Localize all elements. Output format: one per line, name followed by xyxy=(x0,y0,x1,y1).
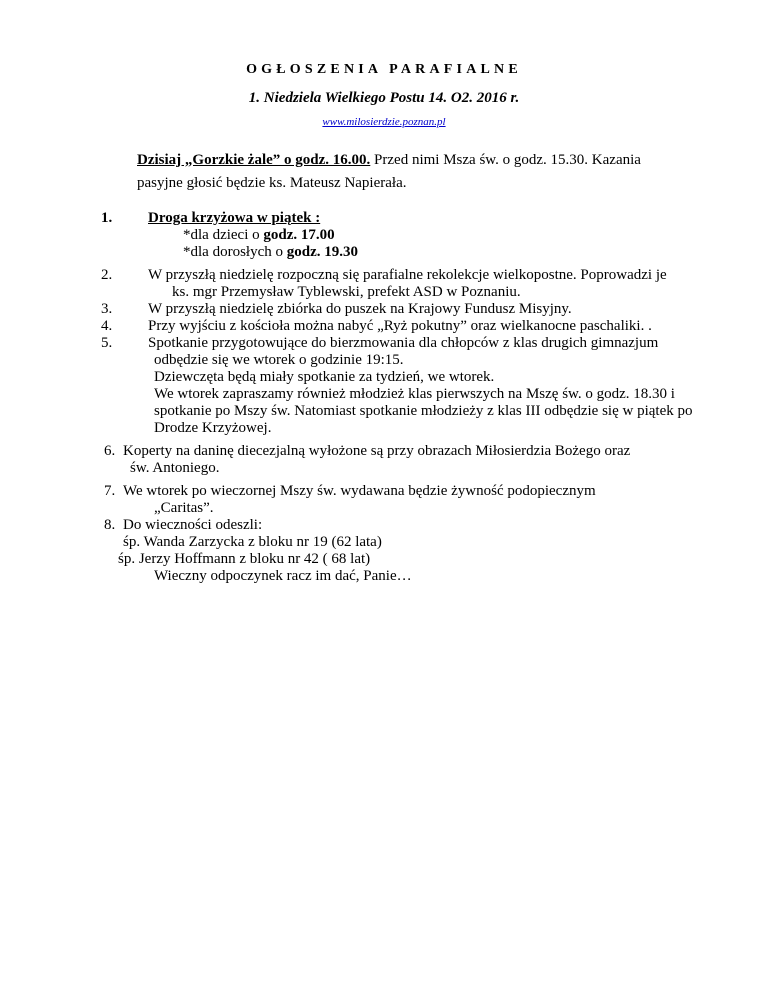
item-6-line-2: św. Antoniego. xyxy=(130,460,220,476)
item-1-kids: *dla dzieci o godz. 17.00 xyxy=(183,227,335,243)
item-3-line-1: W przyszłą niedzielę zbiórka do puszek na Krajowy Fundusz Misyjny. xyxy=(148,301,572,317)
item-5-number: 5. xyxy=(101,335,113,351)
item-8-line-1: Do wieczności odeszli: xyxy=(123,517,263,533)
item-6-number: 6. xyxy=(104,443,116,459)
item-2-line-2: ks. mgr Przemysław Tyblewski, prefekt ASD w Poznaniu. xyxy=(172,284,521,300)
prayer-line: Wieczny odpoczynek racz im dać, Panie… xyxy=(154,568,412,584)
item-6-line-1: Koperty na daninę diecezjalną wyłożone są przy obrazach Miłosierdzia Bożego oraz xyxy=(123,443,631,459)
parish-website-link[interactable]: www.milosierdzie.poznan.pl xyxy=(322,116,446,128)
item-4-number: 4. xyxy=(101,318,113,334)
item-1-heading: Droga krzyżowa w piątek : xyxy=(148,210,321,226)
item-5-line-6: Drodze Krzyżowej. xyxy=(154,420,272,436)
item-5-line-5: spotkanie po Mszy św. Natomiast spotkanie młodzieży z klas III odbędzie się w piątek po xyxy=(154,403,693,419)
item-5-line-4: We wtorek zapraszamy również młodzież klas pierwszych na Mszę św. o godz. 18.30 i xyxy=(154,386,675,402)
item-4-line-1: Przy wyjściu z kościoła można nabyć „Ryż pokutny” oraz wielkanocne paschaliki. . xyxy=(148,318,652,334)
item-5-line-1: Spotkanie przygotowujące do bierzmowania dla chłopców z klas drugich gimnazjum xyxy=(148,335,659,351)
item-2-number: 2. xyxy=(101,267,113,283)
item-3-number: 3. xyxy=(101,301,113,317)
deceased-1: śp. Wanda Zarzycka z bloku nr 19 (62 lata) xyxy=(123,534,382,550)
document-title: OGŁOSZENIA PARAFIALNE xyxy=(246,62,522,77)
deceased-2: śp. Jerzy Hoffmann z bloku nr 42 ( 68 lat) xyxy=(118,551,371,567)
item-5-line-2: odbędzie się we wtorek o godzinie 19:15. xyxy=(154,352,404,368)
intro-bold: Dzisiaj „Gorzkie żale” o godz. 16.00. xyxy=(137,152,371,168)
item-1-number: 1. xyxy=(101,210,113,226)
item-7-number: 7. xyxy=(104,483,116,499)
item-7-line-2: „Caritas”. xyxy=(154,500,214,516)
item-1-adults-time: godz. 19.30 xyxy=(286,244,358,260)
intro-line-1 xyxy=(137,151,641,169)
intro-line-2: pasyjne głosić będzie ks. Mateusz Napierała. xyxy=(137,175,407,191)
item-1-kids-time: godz. 17.00 xyxy=(263,227,335,243)
intro-rest: Przed nimi Msza św. o godz. 15.30. Kazania xyxy=(370,152,641,168)
item-2-line-1: W przyszłą niedzielę rozpoczną się parafialne rekolekcje wielkopostne. Poprowadzi je xyxy=(148,267,667,283)
document-subtitle: 1. Niedziela Wielkiego Postu 14. O2. 2016 r. xyxy=(248,90,520,106)
item-7-line-1: We wtorek po wieczornej Mszy św. wydawana będzie żywność podopiecznym xyxy=(123,483,596,499)
item-5-line-3: Dziewczęta będą miały spotkanie za tydzień, we wtorek. xyxy=(154,369,495,385)
item-8-number: 8. xyxy=(104,517,116,533)
item-1-adults: *dla dorosłych o godz. 19.30 xyxy=(183,244,358,260)
